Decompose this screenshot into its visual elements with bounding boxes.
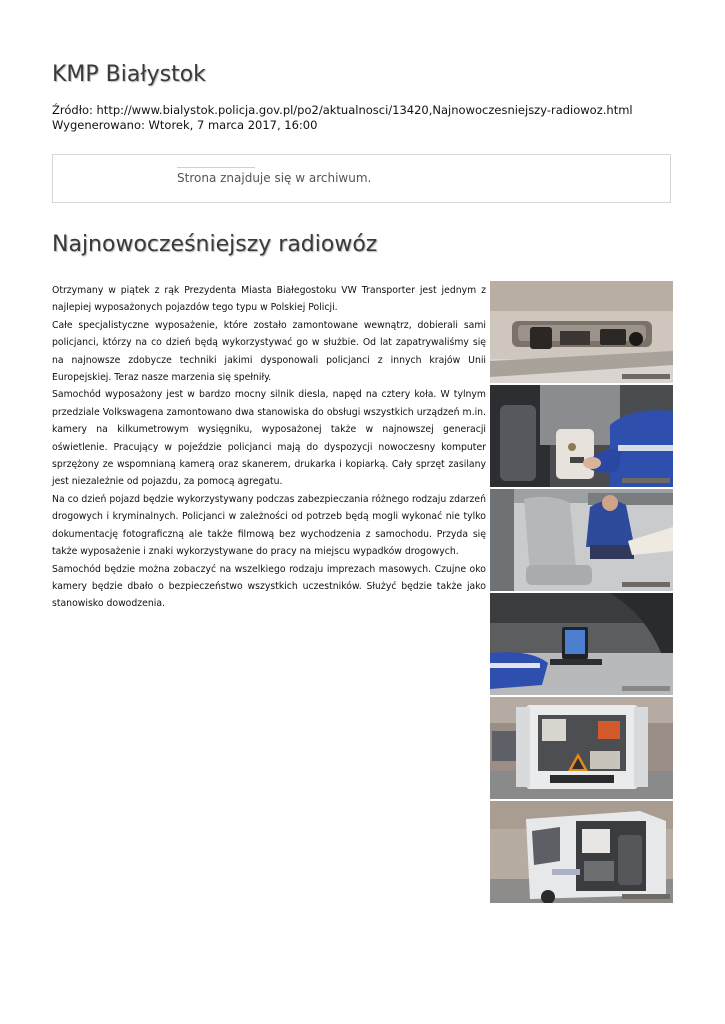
photo-officer-handheld-controller[interactable] — [490, 385, 673, 487]
article-paragraph: Otrzymany w piątek z rąk Prezydenta Miasta Białegostoku VW Transporter jest jednym z najlepiej wyposażonych pojazdów tego typu w Polskiej Policji. — [52, 285, 486, 314]
article-body — [52, 282, 486, 613]
article-paragraph: Samochód wyposażony jest w bardzo mocny silnik diesla, napęd na cztery koła. W tylnym przedziale Volkswagena zamontowano dwa stanowiska do obsługi wszystkich urządzeń m.in. kamery na kilkumetrowym wysięgniku, wyposażonej także w najnowszej generacji oświetlenie. Pracujący w pojeździe policjanci mają do dyspozycji nowoczesny komputer sprzężony ze wspomnianą kamerą oraz skanerem, drukarka i kopiarką. Cały sprzęt zasilany jest niezależnie od pojazdu, za pomocą agregatu. — [52, 389, 486, 488]
photo-van-rear-open-equipment[interactable] — [490, 697, 673, 799]
photo-officer-in-rear-seat[interactable] — [490, 489, 673, 591]
generated-line: Wygenerowano: Wtorek, 7 marca 2017, 16:00 — [52, 118, 318, 132]
archive-divider — [177, 167, 255, 168]
archive-notice — [52, 154, 671, 203]
archive-notice-text: Strona znajduje się w archiwum. — [177, 171, 372, 185]
site-title: KMP Białystok — [52, 62, 206, 87]
photo-gallery — [490, 281, 673, 905]
photo-roof-camera-light-bar[interactable] — [490, 281, 673, 383]
article-paragraph: Samochód będzie można zobaczyć na wszelkiego rodzaju imprezach masowych. Czujne oko kamery będzie dbało o bezpieczeństwo wszystkich uczestników. Służyć będzie także jako stanowisko dowodzenia. — [52, 563, 486, 610]
document-meta — [52, 103, 633, 133]
article-paragraph: Całe specjalistyczne wyposażenie, które zostało zamontowane wewnątrz, dobierali sami policjanci, którzy na co dzień będą wykorzystywać go w służbie. Od lat zapatrywaliśmy się na najnowsze zdobycze techniki jakimi dysponowali policjanci z innych krajów Unii Europejskiej. Teraz nasze marzenia się spełniły. — [52, 319, 486, 384]
article-title: Najnowocześniejszy radiowóz — [52, 232, 378, 257]
photo-laptop-workstation[interactable] — [490, 593, 673, 695]
photo-van-side-door-open[interactable] — [490, 801, 673, 903]
source-line: Źródło: http://www.bialystok.policja.gov.pl/po2/aktualnosci/13420,Najnowoczesniejszy-radiowoz.html — [52, 103, 633, 117]
article-paragraph: Na co dzień pojazd będzie wykorzystywany podczas zabezpieczania różnego rodzaju zdarzeń drogowych i kryminalnych. Policjanci w zależności od potrzeb będą mogli wykonać nie tylko dokumentację fotograficzną ale także filmową bez wychodzenia z samochodu. Przyda się także wyposażenie i znaki wykorzystywane do pracy na miejscu wypadków drogowych. — [52, 493, 486, 558]
